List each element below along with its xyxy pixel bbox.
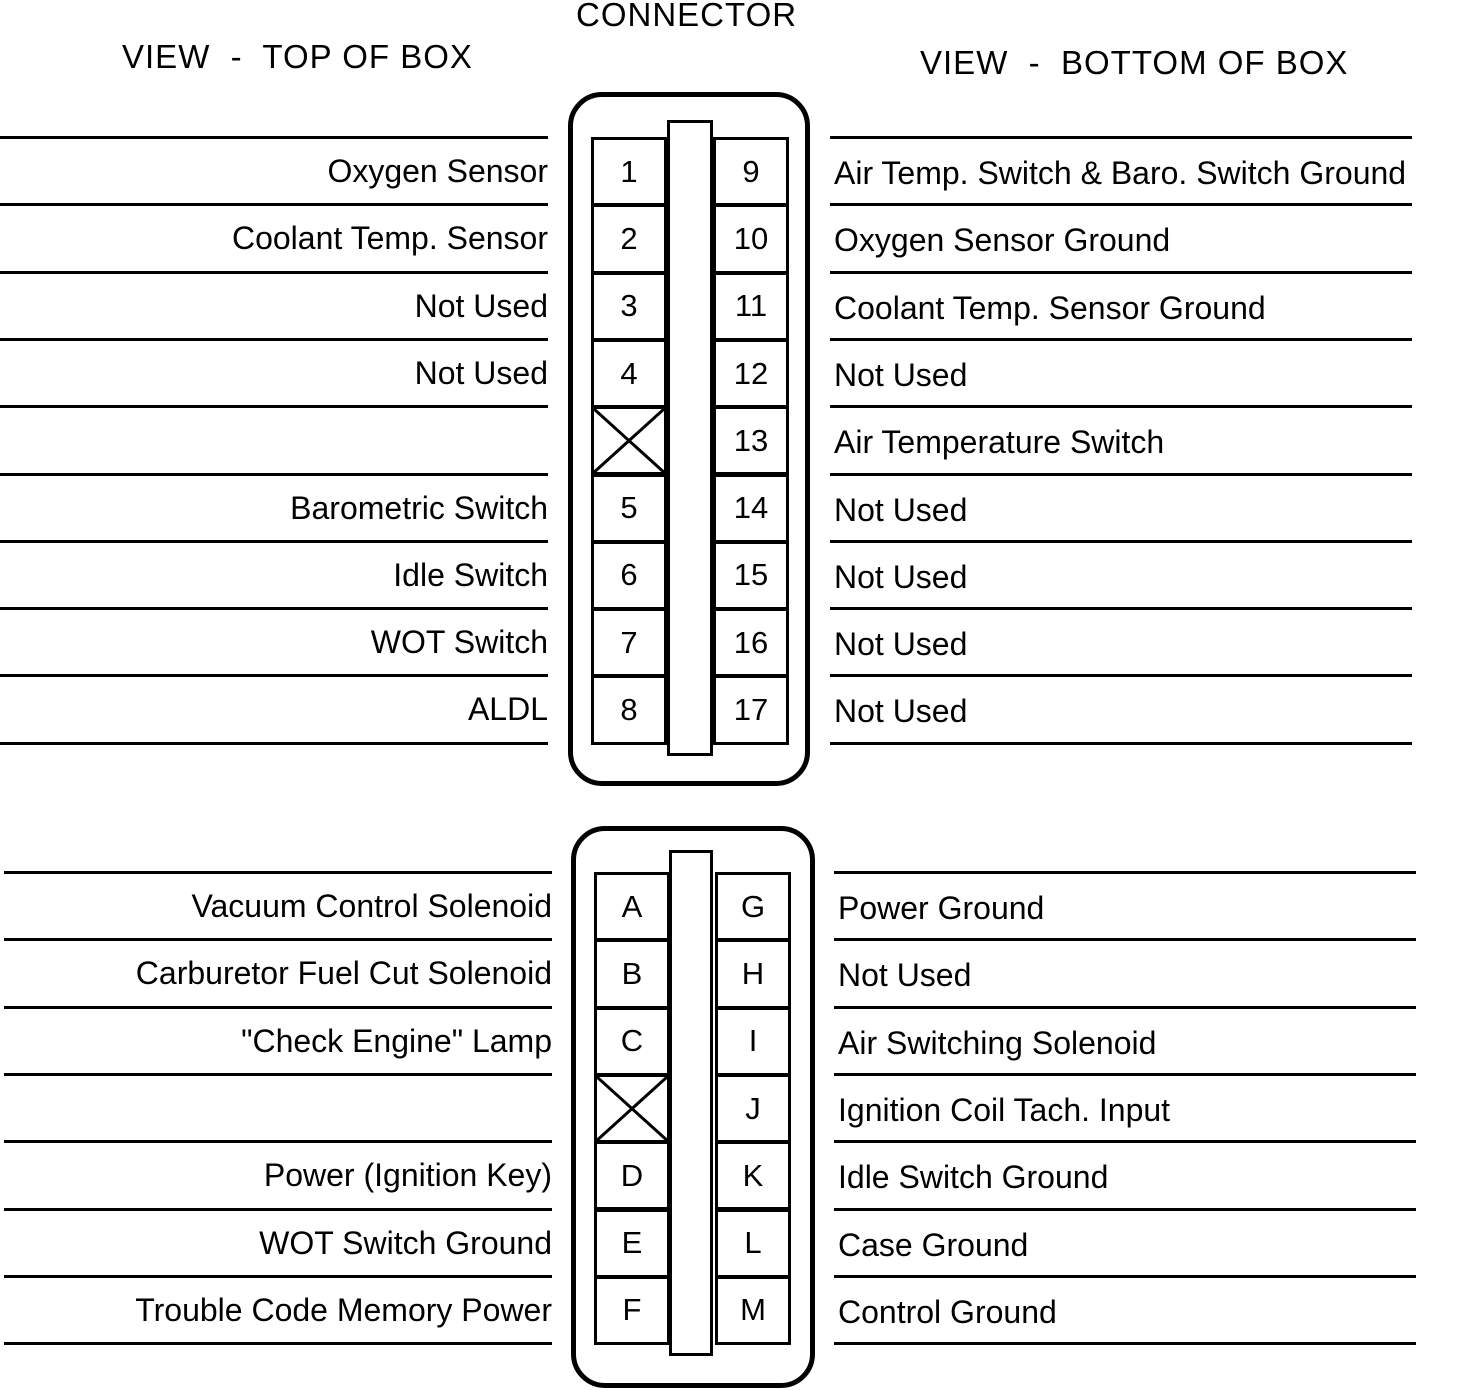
top-connector-pin-10: [713, 204, 789, 273]
top-connector-pin-11: [713, 272, 789, 341]
pin-number: L: [744, 1225, 762, 1261]
top-view-title: VIEW - TOP OF BOX: [122, 38, 473, 75]
top-connector-pin-3: [591, 272, 667, 341]
top-connector-left-row-line: [0, 540, 548, 543]
top-connector-key-rib: [667, 120, 713, 756]
top-connector-left-row-line: [0, 405, 548, 408]
pin-number: B: [621, 955, 643, 991]
pin-number: 14: [733, 490, 769, 526]
pin-function-label: Coolant Temp. Sensor: [231, 220, 548, 257]
bottom-connector-pin-E: [594, 1209, 670, 1278]
pin-function-label: Oxygen Sensor: [327, 153, 548, 189]
pin-function-label: Idle Switch: [393, 556, 548, 593]
blocked-pin-icon: [594, 409, 664, 472]
bottom-connector-left-row-line: [4, 1342, 552, 1345]
top-connector-pin-12: [713, 339, 789, 408]
top-connector-left-row-line: [0, 607, 548, 610]
top-connector-right-row-line: [830, 742, 1412, 745]
top-connector-left-row-line: [0, 271, 548, 274]
pin-number: J: [745, 1090, 761, 1126]
pin-number: M: [740, 1292, 766, 1328]
bottom-connector-pin-H: [715, 939, 791, 1008]
top-connector-pin-4: [591, 339, 667, 408]
pin-function-label: WOT Switch: [370, 624, 548, 661]
pin-number: 9: [742, 153, 760, 189]
pin-number: G: [740, 888, 766, 924]
pin-function-label: Not Used: [838, 957, 972, 994]
bottom-connector-right-row-line: [834, 1208, 1416, 1211]
bottom-connector-pin-J: [715, 1074, 791, 1143]
bottom-connector-pin-D: [594, 1141, 670, 1210]
pin-number: 10: [733, 220, 769, 256]
bottom-connector-pin-M: [715, 1276, 791, 1345]
bottom-connector-left-row-line: [4, 1275, 552, 1278]
top-connector-pin-16: [713, 608, 789, 677]
top-connector-pin-14: [713, 474, 789, 543]
pin-number: 4: [620, 355, 638, 391]
bottom-connector-right-row-line: [834, 938, 1416, 941]
bottom-connector-right-row-line: [834, 1342, 1416, 1345]
pin-function-label: Power (Ignition Key): [263, 1157, 552, 1194]
top-connector-left-row-line: [0, 338, 548, 341]
pin-function-label: Barometric Switch: [290, 489, 548, 526]
bottom-connector-left-row-line: [4, 1006, 552, 1009]
top-connector-left-row-line: [0, 742, 548, 745]
pin-function-label: Trouble Code Memory Power: [135, 1291, 552, 1328]
pin-number: 1: [620, 153, 638, 189]
top-connector-right-row-line: [830, 271, 1412, 274]
pin-number: 3: [620, 288, 638, 324]
pin-function-label: Not Used: [834, 491, 968, 528]
top-connector-left-row-line: [0, 473, 548, 476]
pin-function-label: Idle Switch Ground: [838, 1159, 1109, 1196]
top-connector-right-row-line: [830, 674, 1412, 677]
bottom-connector-left-row-line: [4, 871, 552, 874]
pin-number: 13: [733, 422, 769, 458]
top-connector-pin-5: [591, 474, 667, 543]
top-connector-left-row-line: [0, 136, 548, 139]
top-connector-right-row-line: [830, 473, 1412, 476]
bottom-connector-pin-I: [715, 1007, 791, 1076]
pin-function-label: Control Ground: [838, 1293, 1057, 1330]
pin-function-label: Not Used: [834, 558, 968, 595]
connector-title: CONNECTOR: [576, 0, 798, 33]
pin-function-label: WOT Switch Ground: [259, 1224, 552, 1261]
bottom-connector-pin-K: [715, 1141, 791, 1210]
bottom-connector-right-row-line: [834, 1140, 1416, 1143]
pin-number: F: [622, 1292, 642, 1328]
bottom-connector-right-row-line: [834, 1006, 1416, 1009]
pin-number: E: [621, 1225, 643, 1261]
pin-function-label: Not Used: [834, 693, 968, 730]
pin-number: I: [748, 1023, 758, 1059]
pin-function-label: ALDL: [467, 691, 548, 728]
bottom-connector-pin-G: [715, 872, 791, 941]
pin-function-label: Ignition Coil Tach. Input: [838, 1091, 1171, 1128]
bottom-connector-blocked-cavity: [594, 1074, 670, 1143]
pin-number: K: [742, 1157, 764, 1193]
top-connector-pin-2: [591, 204, 667, 273]
pin-function-label: "Check Engine" Lamp: [241, 1022, 552, 1059]
top-connector-pin-7: [591, 608, 667, 677]
blocked-pin-icon: [597, 1077, 667, 1140]
pin-function-label: Vacuum Control Solenoid: [191, 888, 552, 924]
top-connector-pin-13: [713, 406, 789, 475]
pin-function-label: Case Ground: [838, 1226, 1029, 1263]
bottom-view-title: VIEW - BOTTOM OF BOX: [920, 44, 1349, 81]
top-connector-pin-8: [591, 675, 667, 744]
pin-number: 16: [733, 624, 769, 660]
bottom-connector-left-row-line: [4, 1208, 552, 1211]
pin-number: 7: [620, 624, 638, 660]
top-connector-right-row-line: [830, 338, 1412, 341]
pin-number: D: [620, 1157, 644, 1193]
top-connector-right-row-line: [830, 136, 1412, 139]
pin-number: 15: [733, 557, 769, 593]
top-connector-blocked-cavity: [591, 406, 667, 475]
top-connector-pin-1: [591, 137, 667, 206]
bottom-connector-right-row-line: [834, 1073, 1416, 1076]
bottom-connector-pin-F: [594, 1276, 670, 1345]
pin-number: 11: [734, 288, 768, 324]
bottom-connector-pin-C: [594, 1007, 670, 1076]
top-connector-pin-15: [713, 541, 789, 610]
top-connector-right-row-line: [830, 405, 1412, 408]
bottom-connector-left-row-line: [4, 938, 552, 941]
pin-number: 8: [620, 692, 638, 728]
top-connector-right-row-line: [830, 607, 1412, 610]
pin-function-label: Carburetor Fuel Cut Solenoid: [135, 955, 552, 992]
top-connector-pin-9: [713, 137, 789, 206]
pin-function-label: Not Used: [414, 354, 548, 391]
bottom-connector-pin-A: [594, 872, 670, 941]
bottom-connector-pin-B: [594, 939, 670, 1008]
pin-function-label: Not Used: [834, 626, 968, 663]
bottom-connector-right-row-line: [834, 1275, 1416, 1278]
pin-number: C: [620, 1023, 644, 1059]
pin-number: 5: [620, 490, 638, 526]
bottom-connector-left-row-line: [4, 1073, 552, 1076]
bottom-connector-right-row-line: [834, 871, 1416, 874]
pin-function-label: Air Temp. Switch & Baro. Switch Ground: [834, 155, 1407, 191]
pin-function-label: Coolant Temp. Sensor Ground: [834, 289, 1266, 326]
bottom-connector-left-row-line: [4, 1140, 552, 1143]
pin-number: 6: [620, 557, 638, 593]
bottom-connector-key-rib: [669, 850, 713, 1356]
top-connector-right-row-line: [830, 203, 1412, 206]
pin-function-label: Not Used: [834, 356, 968, 393]
top-connector-left-row-line: [0, 203, 548, 206]
pin-number: 17: [733, 692, 769, 728]
pin-number: H: [741, 955, 765, 991]
top-connector-pin-17: [713, 675, 789, 744]
top-connector-right-row-line: [830, 540, 1412, 543]
bottom-connector-pin-L: [715, 1209, 791, 1278]
pin-number: 2: [620, 220, 638, 256]
top-connector-left-row-line: [0, 674, 548, 677]
pin-function-label: Oxygen Sensor Ground: [834, 222, 1171, 259]
top-connector-pin-6: [591, 541, 667, 610]
pin-function-label: Power Ground: [838, 890, 1045, 926]
pin-function-label: Air Switching Solenoid: [838, 1024, 1157, 1061]
pin-number: 12: [733, 355, 769, 391]
pin-number: A: [621, 888, 643, 924]
pin-function-label: Not Used: [414, 287, 548, 324]
pin-function-label: Air Temperature Switch: [834, 424, 1165, 461]
